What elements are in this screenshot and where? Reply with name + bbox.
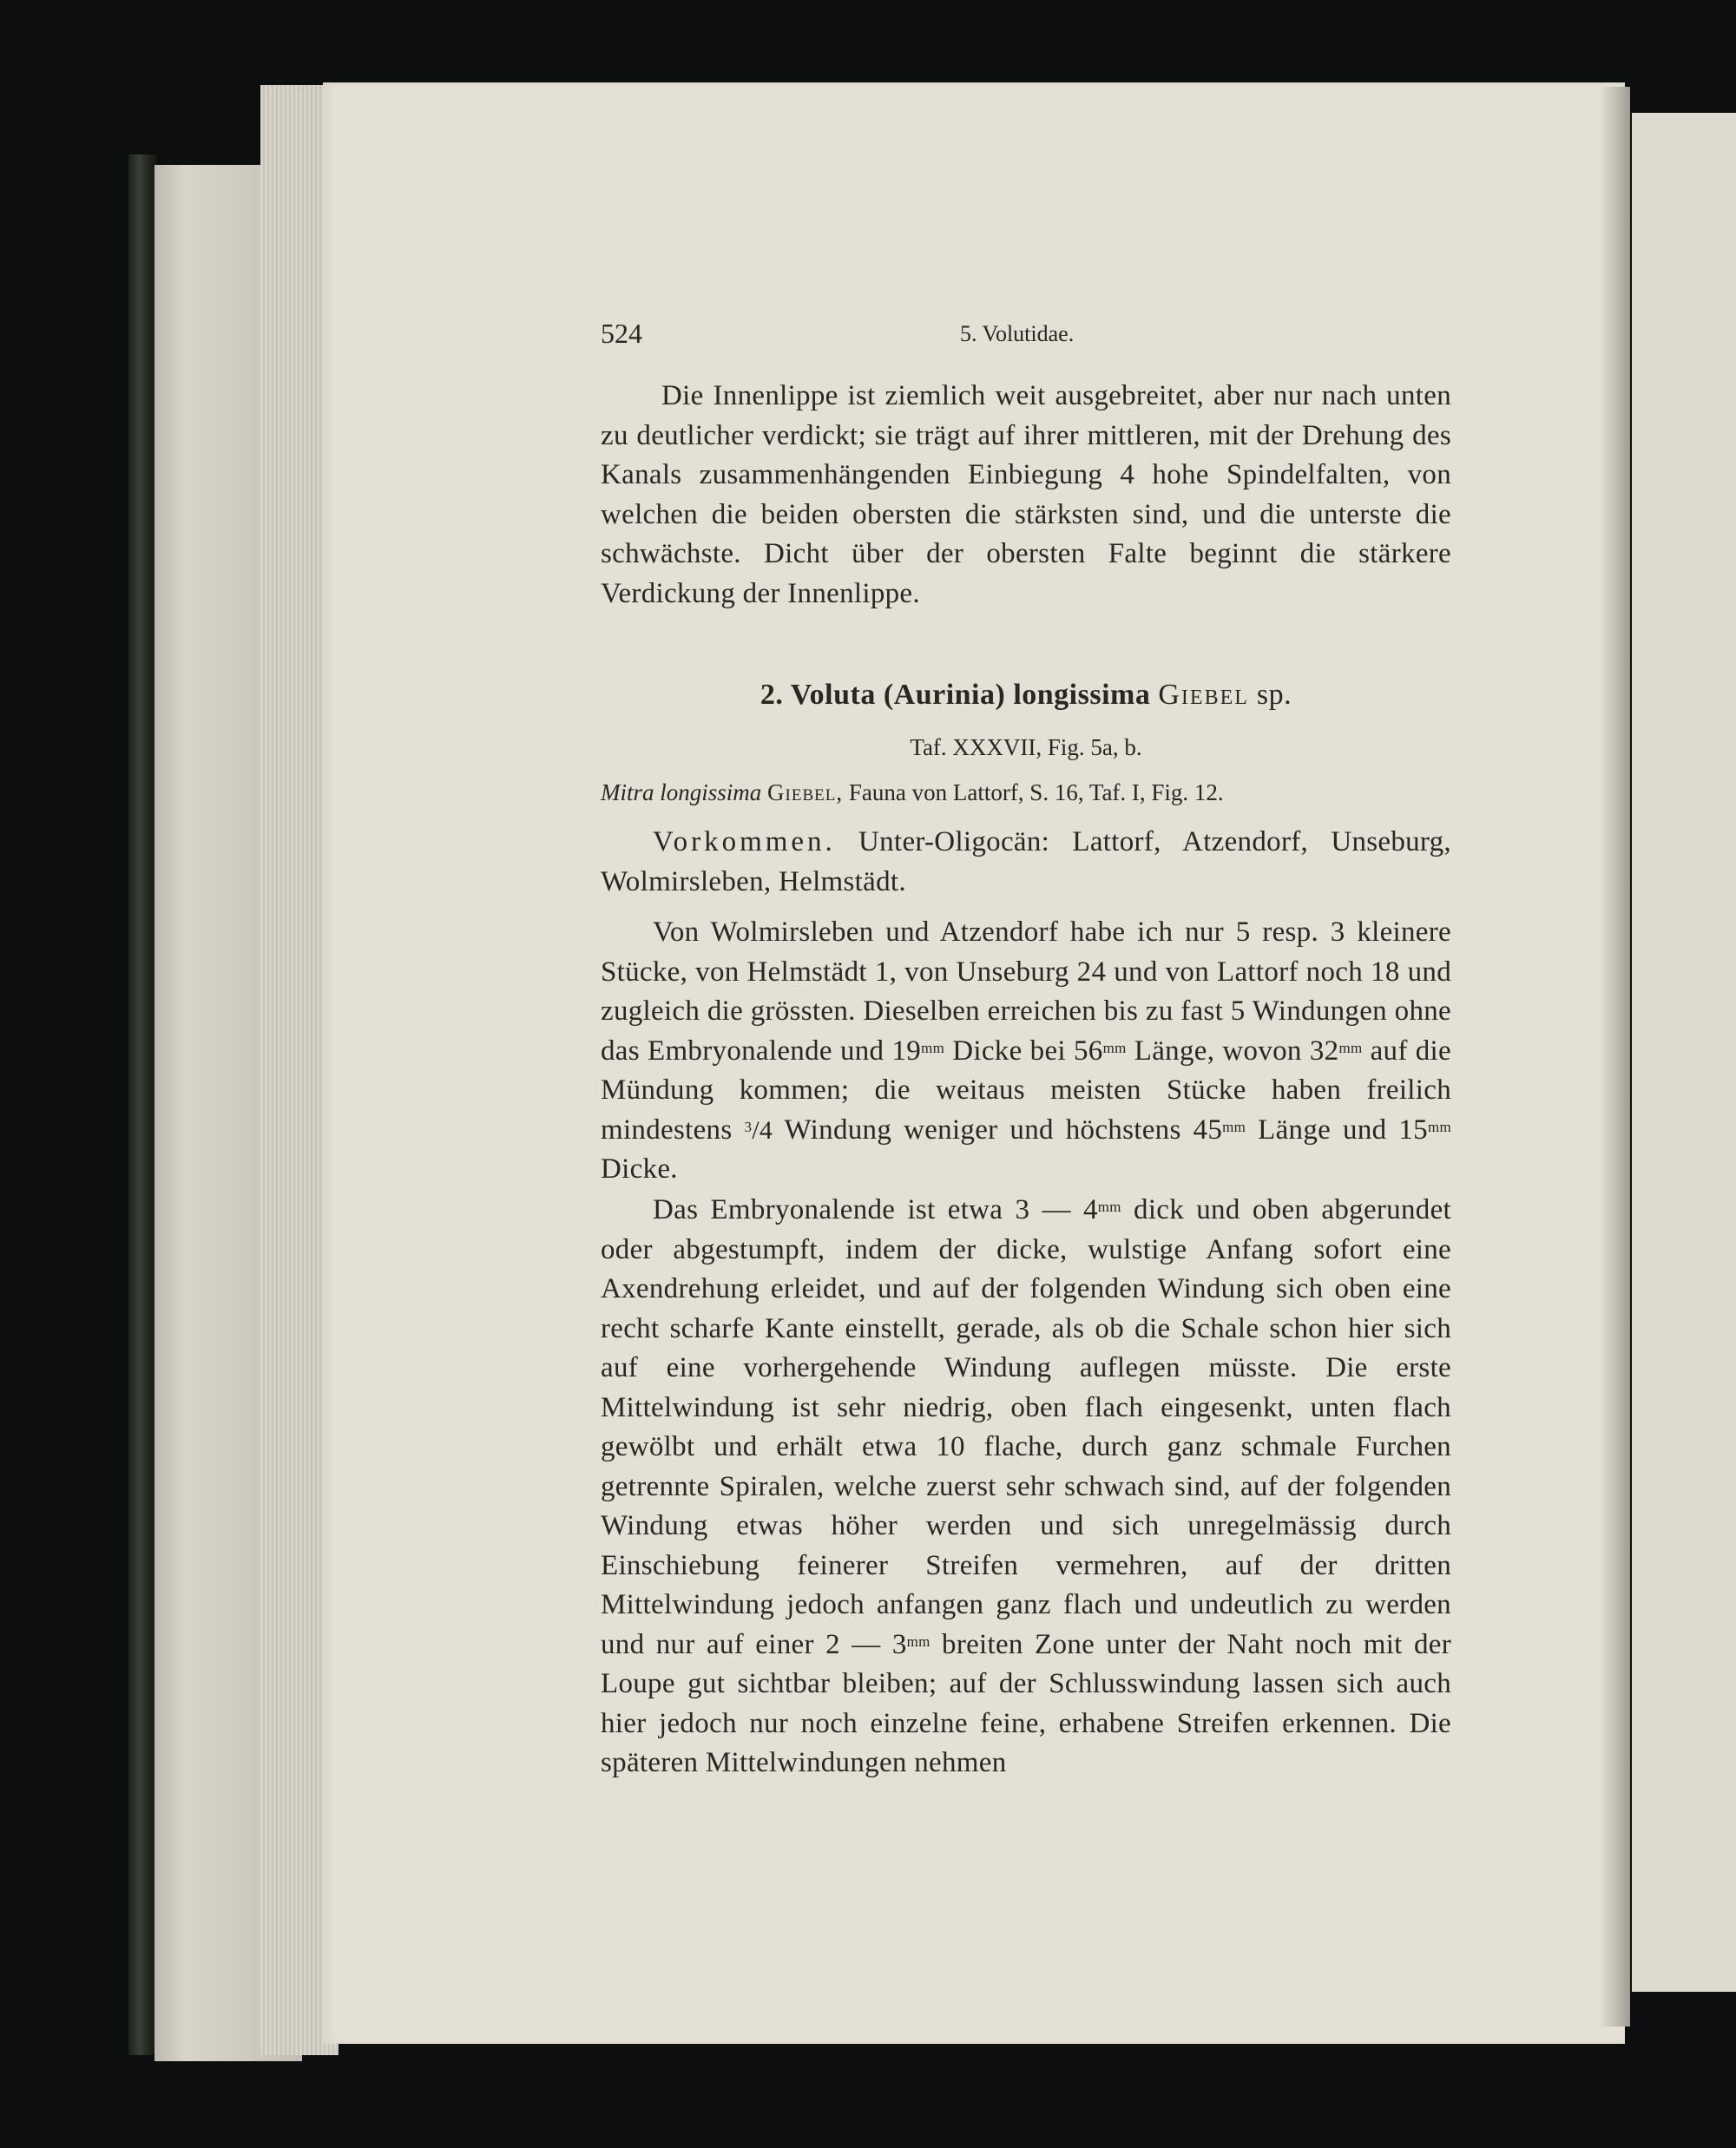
facing-page — [1632, 113, 1736, 1992]
citation-author: Giebel, — [767, 779, 844, 805]
section-number: 2. — [760, 679, 784, 711]
citation-source: Fauna von Lattorf, S. 16, Taf. I, Fig. 12. — [848, 779, 1224, 805]
book-spine — [128, 154, 156, 2055]
unit-mm: mm — [906, 1632, 930, 1650]
embryonic-text-c: breiten Zone unter der Naht noch mit der Loupe gut sichtbar bleiben; auf der Schlusswindung lassen sich auch hier jedoch nur noch einzelne feine, erhabene Streifen erkennen. Die späteren Mittelwindungen nehmen — [601, 1628, 1451, 1778]
page-header — [601, 318, 1451, 356]
species-author: Giebel — [1158, 679, 1249, 711]
specimens-text-g: Dicke. — [601, 1153, 678, 1185]
occurrence-text: Unter-Oligocän: Lattorf, Atzendorf, Unseburg, Wolmirsleben, Helmstädt. — [601, 826, 1451, 897]
page-number: 524 — [601, 318, 642, 349]
embryonic-text-a: Das Embryonalende ist etwa 3 — 4 — [653, 1194, 1098, 1225]
embryonic-text-b: dick und oben abgerundet oder abgestumpft, indem der dicke, wulstige Anfang sofort eine Axendrehung erleidet, und auf der folgenden Windung sich oben eine recht scharfe Kante einstellt, gerade, als ob die Schale schon hier sich auf eine vorhergehende Windung auflegen müsste. Die erste Mittelwindung ist sehr niedrig, oben flach eingesenkt, unten flach gewölbt und erhält etwa 10 flache, durch ganz schmale Furchen getrennte Spiralen, welche zuerst sehr schwach sind, auf der folgenden Windung etwas höher werden und sich unregelmässig durch Einschiebung feinerer Streifen vermehren, auf der dritten Mittelwindung jedoch anfangen ganz flach und undeutlich zu werden und nur auf einer 2 — 3 — [601, 1194, 1451, 1660]
unit-mm: mm — [1427, 1118, 1452, 1135]
fraction-denominator: 4 — [759, 1115, 773, 1145]
unit-mm: mm — [1097, 1199, 1121, 1215]
fraction: $^3$/4 — [744, 1115, 773, 1145]
specimens-text-a: Von Wolmirsleben und Atzendorf habe ich nur 5 resp. 3 kleinere Stücke, von Helmstädt 1, von Unseburg 24 und von Lattorf noch 18 und zugleich die grössten. Dieselben erreichen bis zu fast 5 Windungen ohne das Embryonalende und 19 — [601, 916, 1451, 1067]
citation-name: Mitra longissima — [601, 779, 762, 805]
unit-mm: mm — [921, 1039, 945, 1056]
species-suffix: sp. — [1256, 679, 1292, 711]
specimens-text-d: auf die Mündung kommen; die weitaus meisten Stücke haben freilich mindestens — [601, 1035, 1451, 1146]
fraction-numerator: 3 — [744, 1118, 753, 1135]
running-title: 5. Volutidae. — [960, 321, 1075, 346]
paragraph-occurrence — [601, 823, 1451, 902]
specimens-text-f: Länge und 15 — [1246, 1113, 1428, 1146]
species-name: Voluta (Aurinia) longissima — [790, 679, 1151, 711]
unit-mm: mm — [1222, 1118, 1246, 1135]
specimens-text-b: Dicke bei 56 — [944, 1035, 1103, 1067]
specimens-text-c: Länge, wovon 32 — [1126, 1035, 1339, 1067]
paragraph-specimens — [601, 913, 1451, 1190]
synonym-citation — [601, 779, 1451, 806]
occurrence-label: Vorkommen. — [653, 826, 836, 857]
unit-mm: mm — [1102, 1039, 1127, 1056]
book-gutter — [1601, 87, 1630, 2026]
section-heading — [601, 679, 1451, 712]
paragraph-embryonic — [601, 1191, 1451, 1783]
plate-reference: Taf. XXXVII, Fig. 5a, b. — [910, 734, 1142, 760]
specimens-text-e: Windung weniger und höchstens 45 — [773, 1113, 1223, 1146]
unit-mm: mm — [1338, 1039, 1363, 1056]
paragraph-inner-lip: Die Innenlippe ist ziemlich weit ausgebreitet, aber nur nach unten zu deutlicher verdickt; sie trägt auf ihrer mittleren, mit der Drehung des Kanals zusammenhängenden Einbiegung 4 hohe Spindelfalten, von welchen die beiden obersten die stärksten sind, und die unterste die schwächste. Dicht über der obersten Falte beginnt die stärkere Verdickung der Innenlippe. — [601, 380, 1451, 609]
